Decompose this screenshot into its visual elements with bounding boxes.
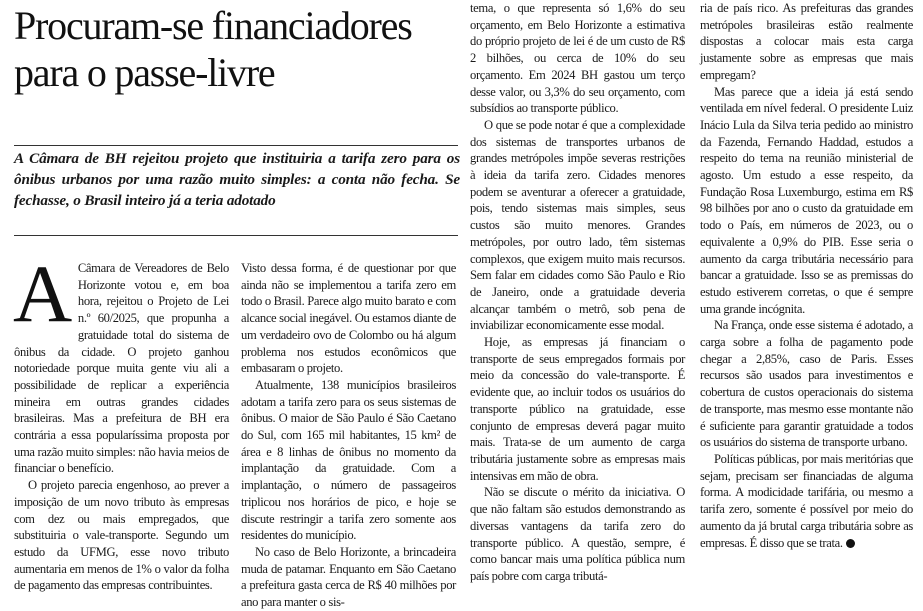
- column-1-paragraph: O projeto parecia engenhoso, ao prever a imposição de um novo tributo às empresas com dez ou mais empregados, que substituiria o vale-transporte. Segundo um estudo da UFMG, esse novo tributo aumentaria em menos de 1% o valor da folha de pagamento das empresas contribuintes.: [14, 478, 229, 593]
- article-column-1: [13, 248, 229, 594]
- column-3-paragraph: O que se pode notar é que a complexidade dos sistemas de transportes urbanos de grandes metrópoles impõe severas restrições à ideia da tarifa zero. Cidades menores podem se aventurar a oferecer a gratuidade, pois, tendo sistemas mais simples, seus custos são muito menores. Grandes metrópoles, por outro lado, têm sistemas complexos, que exigem muito mais recursos. Sem falar em cidades como São Paulo e Rio de Janeiro, onde a gratuidade deveria alcançar também o metrô, sob pena de inviabilizar economicamente esse modal.: [470, 117, 685, 333]
- column-3-paragraph: Hoje, as empresas já financiam o transporte de seus empregados formais por meio da concessão do vale-transporte. É evidente que, ao incluir todos os usuários do transporte público na gratuidade, esse conjunto de empresas deverá pagar muito mais. Trata-se de um aumento de carga tributária justamente sobre as empresas mais intensivas em mão de obra.: [470, 335, 685, 483]
- column-4-paragraph: Na França, onde esse sistema é adotado, a carga sobre a folha de pagamento pode chegar a 2,85%, caso de Paris. Esses recursos são usados para investimentos e cobertura de custos operacionais do sistema de transporte, mas mesmo esse montante não é suficiente para garantir gratuidade a todos os usuários do sistema de transporte urbano.: [700, 318, 913, 450]
- column-1-paragraph: Câmara de Vereadores de Belo Horizonte votou e, em boa hora, rejeitou o Projeto de Lei n.º 60/2025, que propunha a gratuidade total do sistema de ônibus da cidade. O projeto ganhou notoriedade porque muita gente viu ali a possibilidade de replicar a experiência mineira em outras grandes cidades brasileiras. Mas a prefeitura de BH era contrária a essa popularíssima proposta por uma razão muito simples: não havia meios de financiar o benefício.: [14, 261, 229, 476]
- article-column-4: [700, 0, 913, 551]
- article-column-2: [241, 260, 456, 611]
- column-3-paragraph: tema, o que representa só 1,6% do seu orçamento, em Belo Horizonte a estimativa do próprio projeto de lei é de um custo de R$ 2 bilhões, ou cerca de 10% do seu orçamento. Em 2024 BH gastou um terço desse valor, ou 3,3% do seu orçamento, com subsídios ao transporte público.: [470, 1, 685, 116]
- column-4-paragraph-text: Políticas públicas, por mais meritórias que sejam, precisam ser financiadas de alguma forma. A modicidade tarifária, ou mesmo a tarifa zero, somente é possível por meio do aumento da já brutal carga tributária sobre as empresas. É disso que se trata.: [700, 451, 914, 550]
- deck-bottom-rule: [14, 235, 458, 236]
- column-4-paragraph: Mas parece que a ideia já está sendo ventilada em nível federal. O presidente Luiz Inácio Lula da Silva teria pedido ao ministro da Fazenda, Fernando Haddad, estudos a respeito do tema na reunião ministerial de agosto. Um estudo a esse respeito, da Fundação Rosa Luxemburgo, estima em R$ 98 bilhões por ano o custo da gratuidade em todo o País, em números de 2023, ou o equivalente a 0,9% do PIB. Esse seria o aumento da carga tributária necessário para bancar a gratuidade. Isso se as premissas do estudo estiverem corretas, o que é sempre uma grande incógnita.: [700, 84, 913, 316]
- column-3-paragraph: Não se discute o mérito da iniciativa. O que não faltam são estudos demonstrando as diversas vantagens da tarifa zero do transporte público. A questão, sempre, é como bancar mais uma política pública num país pobre com carga tributá-: [470, 485, 685, 583]
- article-deck: A Câmara de BH rejeitou projeto que instituiria a tarifa zero para os ônibus urbanos por uma razão muito simples: a conta não fecha. Se fechasse, o Brasil inteiro já a teria adotado: [14, 150, 460, 209]
- end-mark-icon: [846, 539, 855, 548]
- column-2-paragraph: Atualmente, 138 municípios brasileiros adotam a tarifa zero para os seus sistemas de ônibus. O maior de São Paulo é São Caetano do Sul, com 165 mil habitantes, 15 km² de área e 8 linhas de ônibus no momento da implantação da gratuidade. Com a implantação, o número de passageiros triplicou nos horários de pico, e hoje se discute restringir a tarifa zero somente aos residentes do município.: [241, 377, 456, 543]
- column-4-last-paragraph: [700, 451, 913, 551]
- article-headline: Procuram-se financiadores para o passe-livre: [14, 3, 412, 95]
- column-2-paragraph: Visto dessa forma, é de questionar por que ainda não se implementou a tarifa zero em todo o Brasil. Parece algo muito barato e com alcance social inegável. Ou estamos diante de um verdadeiro ovo de Colombo ou há algum problema nos estudos econômicos que embasaram o projeto.: [241, 261, 456, 376]
- article-column-3: [470, 0, 685, 585]
- column-2-paragraph: No caso de Belo Horizonte, a brincadeira muda de patamar. Enquanto em São Caetano a prefeitura gasta cerca de R$ 40 milhões por ano para manter o sis-: [241, 544, 456, 610]
- deck-top-rule: [14, 145, 458, 146]
- drop-cap: A: [13, 248, 72, 339]
- column-4-paragraph: ria de país rico. As prefeituras das grandes metrópoles brasileiras estão realmente dispostas a colocar mais esta carga justamente sobre as empresas que mais empregam?: [700, 1, 913, 82]
